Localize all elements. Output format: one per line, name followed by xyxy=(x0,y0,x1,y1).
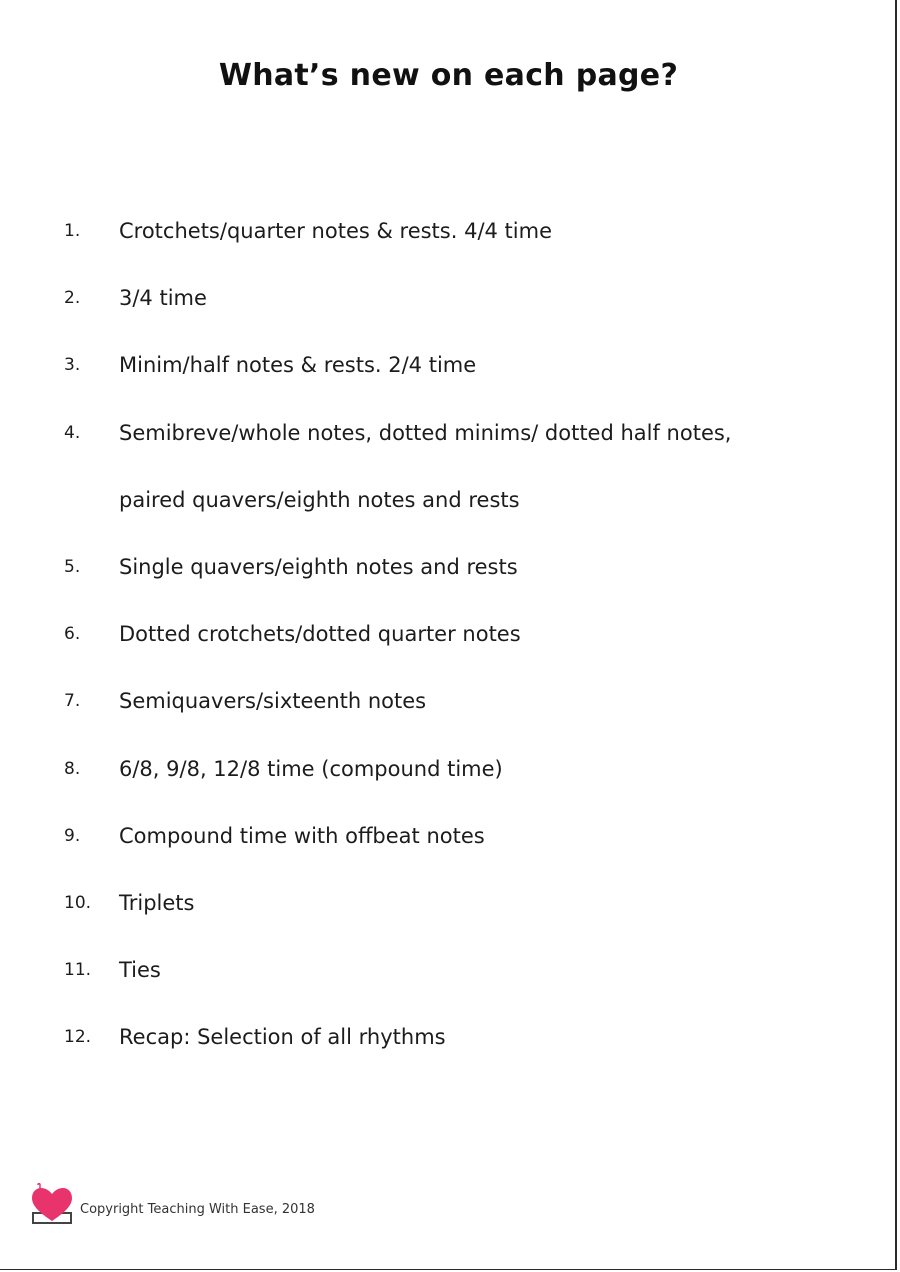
item-number: 7. xyxy=(64,691,81,712)
item-text: Compound time with offbeat notes xyxy=(119,823,485,848)
item-number: 1. xyxy=(64,221,81,241)
page-title: What’s new on each page? xyxy=(218,58,679,93)
item-text: 6/8, 9/8, 12/8 time (compound time) xyxy=(119,756,503,781)
item-number: 4. xyxy=(64,422,81,443)
list-item xyxy=(64,265,844,332)
list-item xyxy=(64,534,844,601)
item-text: Crotchets/quarter notes & rests. 4/4 time xyxy=(119,219,553,243)
item-text: Semibreve/whole notes, dotted minims/ dotted half notes, paired quavers/eighth notes and rests xyxy=(119,420,732,512)
footer xyxy=(30,1183,315,1227)
item-text: Semiquavers/sixteenth notes xyxy=(119,689,427,714)
list-item xyxy=(64,736,844,803)
list-item xyxy=(64,803,844,870)
item-text: Recap: Selection of all rhythms xyxy=(119,1025,446,1050)
heart-logo-icon xyxy=(30,1183,74,1227)
item-number: 8. xyxy=(64,758,81,779)
list-item xyxy=(64,601,844,668)
list-item xyxy=(64,937,844,1004)
item-number: 5. xyxy=(64,557,81,578)
list-item xyxy=(64,870,844,937)
item-text: Single quavers/eighth notes and rests xyxy=(119,555,518,580)
item-number: 10. xyxy=(64,893,92,914)
list-item xyxy=(64,198,844,265)
item-number: 12. xyxy=(64,1027,92,1048)
item-text: Ties xyxy=(119,958,161,983)
item-text: Minim/half notes & rests. 2/4 time xyxy=(119,353,477,378)
list-item xyxy=(64,400,844,534)
item-number: 6. xyxy=(64,624,81,645)
item-text: Dotted crotchets/dotted quarter notes xyxy=(119,622,521,647)
item-number: 2. xyxy=(64,288,81,309)
item-number: 9. xyxy=(64,825,81,846)
contents-list xyxy=(64,198,844,1072)
item-number: 11. xyxy=(64,960,92,981)
item-number: 3. xyxy=(64,355,81,376)
list-item xyxy=(64,332,844,399)
list-item xyxy=(64,1004,844,1071)
item-text: 3/4 time xyxy=(119,286,207,311)
list-item xyxy=(64,668,844,735)
copyright-text: Copyright Teaching With Ease, 2018 xyxy=(80,1201,315,1217)
item-text: Triplets xyxy=(119,891,195,916)
